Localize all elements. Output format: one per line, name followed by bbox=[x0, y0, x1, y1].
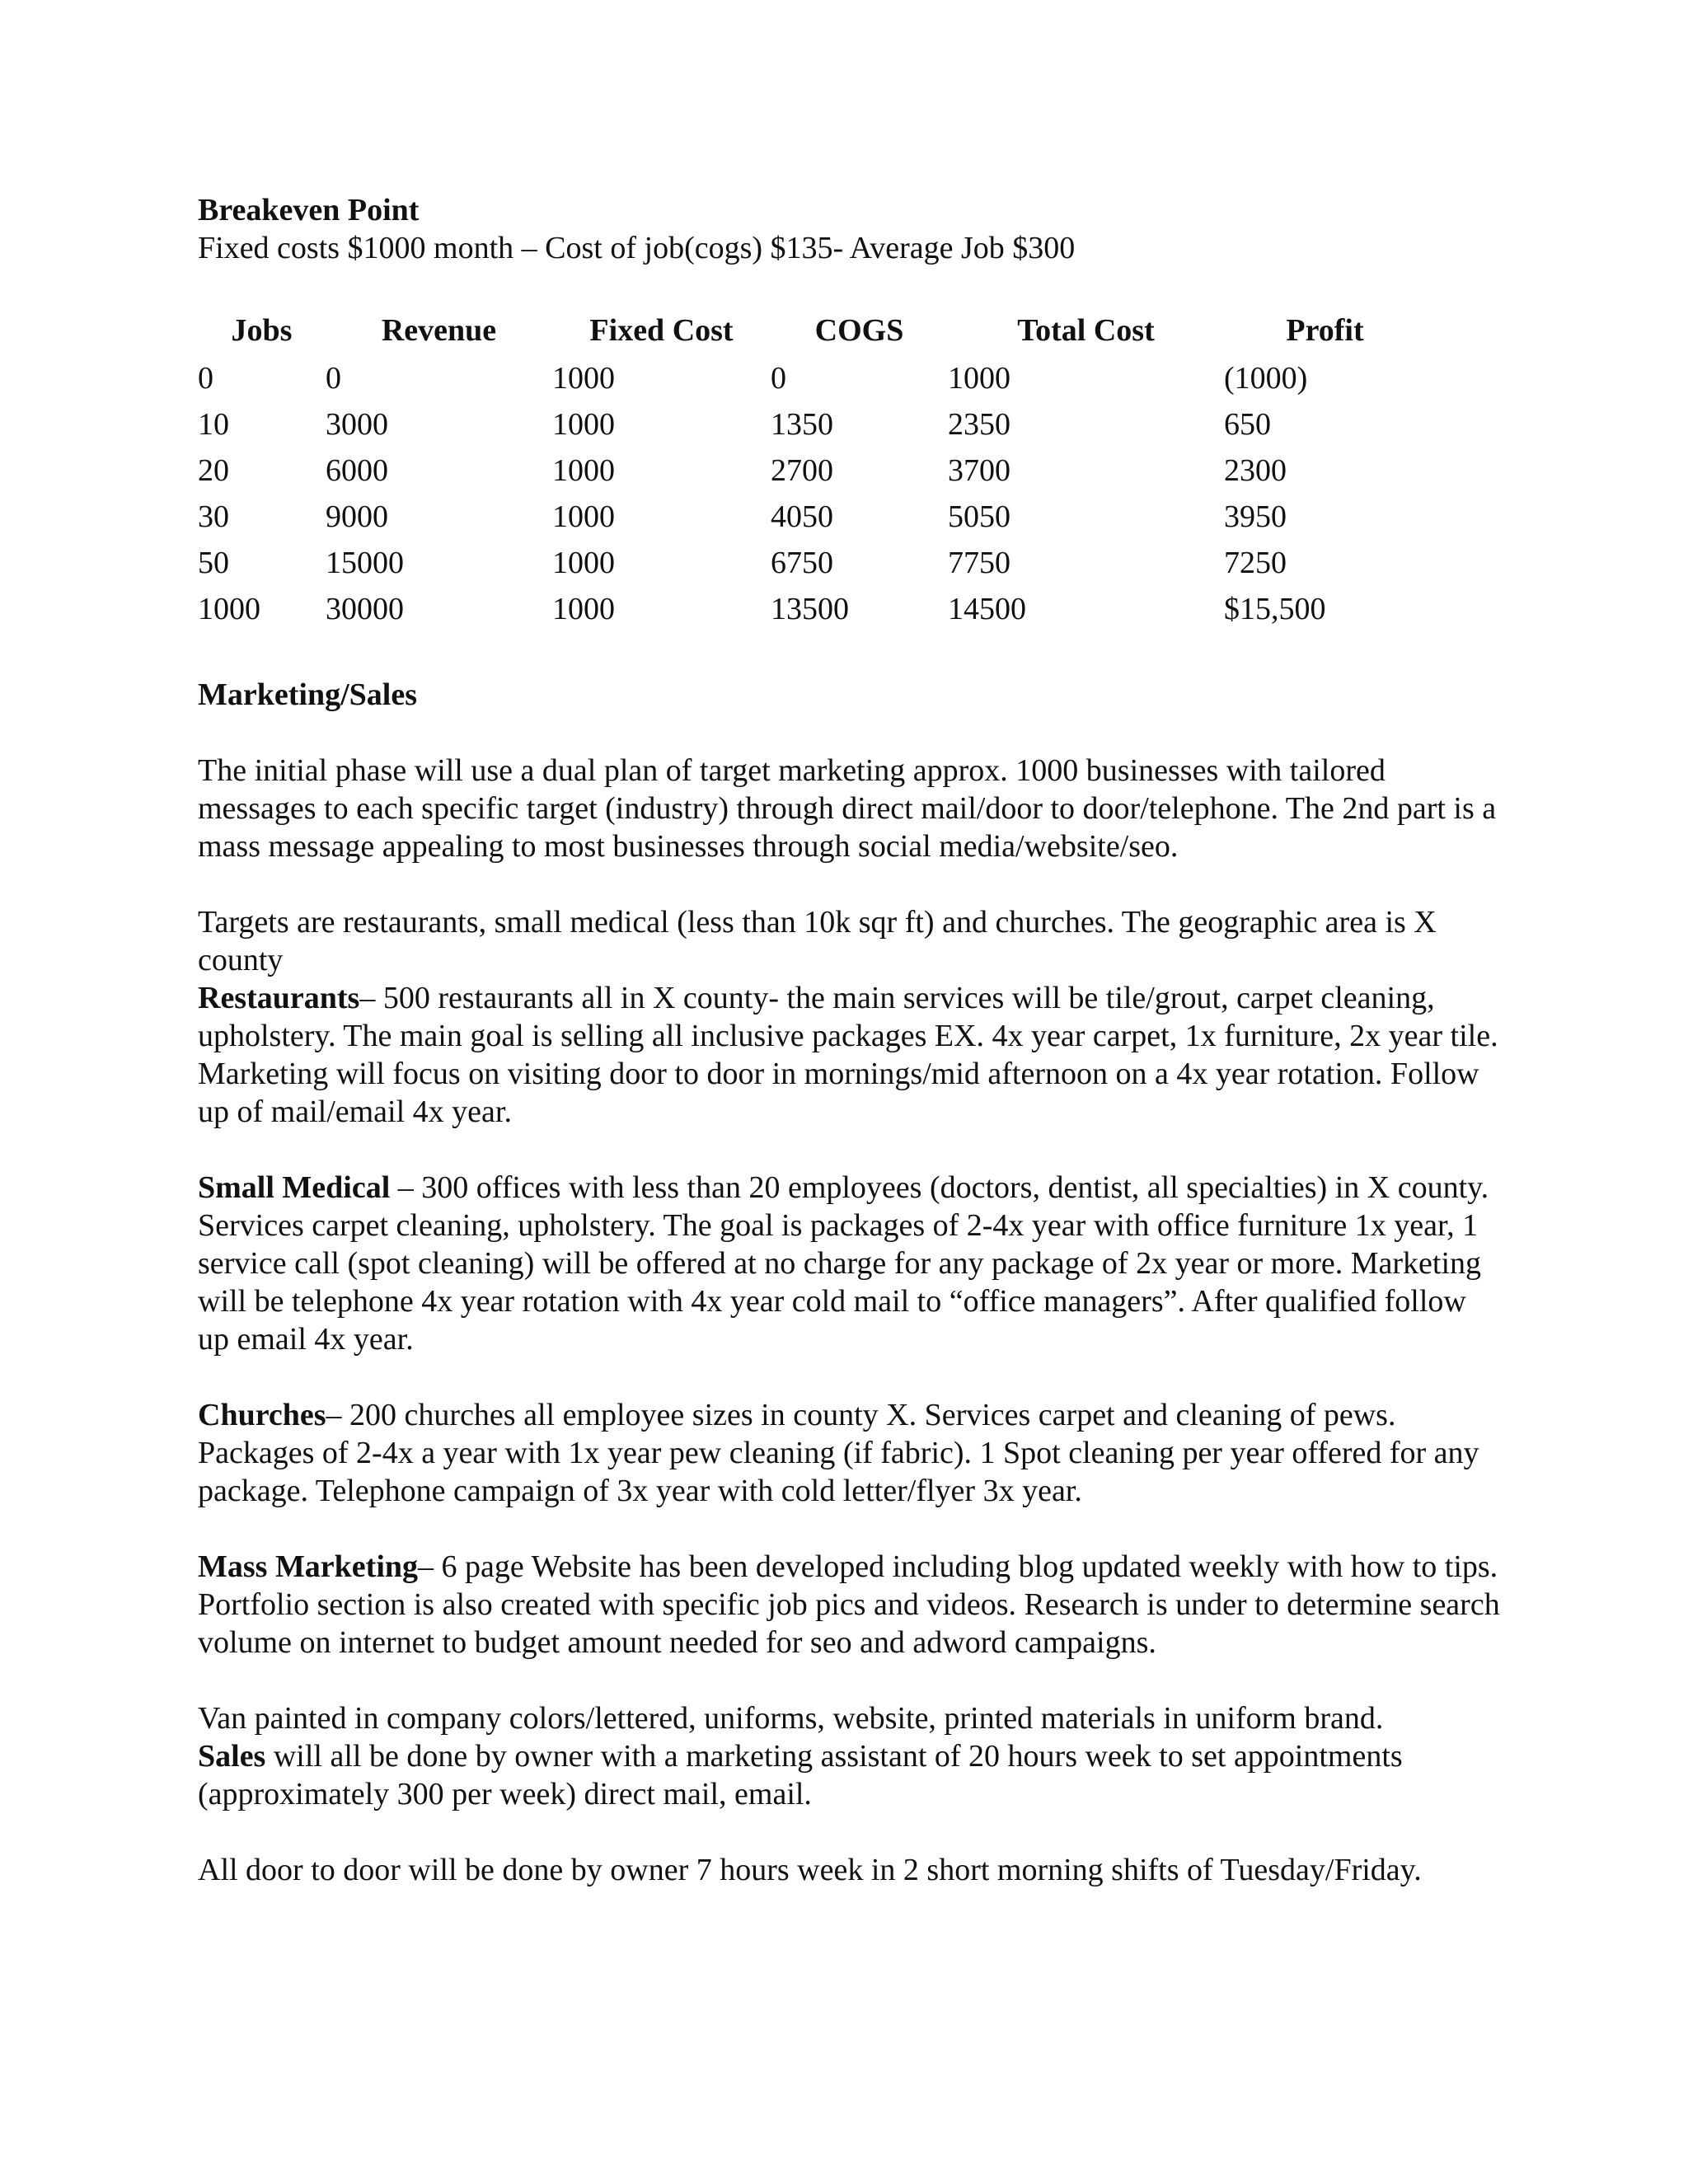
table-cell: 10 bbox=[198, 407, 229, 442]
table-cell: $15,500 bbox=[1224, 592, 1326, 626]
small-medical-text: – 300 offices with less than 20 employees (doctors, dentist, all specialties) in X county. Services carpet cleaning, upholstery. The goal is packages of 2-4x year with office furniture 1x year, 1 service call (spot cleaning) will be offered at no charge for any package of 2x year or more. Marketing will be telephone 4x year rotation with 4x year cold mail to “office managers”. After qualified follow up email 4x year. bbox=[198, 1170, 1489, 1357]
column-header-total-cost: Total Cost bbox=[1017, 313, 1155, 348]
table-cell: 7750 bbox=[948, 546, 1010, 580]
table-cell: 0 bbox=[198, 361, 213, 396]
table-cell: 2700 bbox=[771, 453, 833, 488]
table-cell: 20 bbox=[198, 453, 229, 488]
restaurants-text: – 500 restaurants all in X county- the main services will be tile/grout, carpet cleaning, upholstery. The main goal is selling all inclusive packages EX. 4x year carpet, 1x furniture, 2x year tile. Marketing will focus on visiting door to door in mornings/mid afternoon on a 4x year rotation. Follow up of mail/email 4x year. bbox=[198, 981, 1498, 1129]
table-cell: 1000 bbox=[198, 592, 260, 626]
churches-paragraph bbox=[198, 1396, 1500, 1510]
table-cell: 6000 bbox=[326, 453, 388, 488]
column-header-fixed-cost: Fixed Cost bbox=[589, 313, 734, 348]
restaurants-label: Restaurants bbox=[198, 981, 360, 1015]
table-cell: 1000 bbox=[552, 361, 615, 396]
column-header-profit: Profit bbox=[1286, 313, 1364, 348]
table-cell: 14500 bbox=[948, 592, 1026, 626]
table-row bbox=[198, 452, 1426, 498]
table-row bbox=[198, 498, 1426, 544]
marketing-heading: Marketing/Sales bbox=[198, 677, 417, 712]
table-row bbox=[198, 590, 1426, 636]
table-cell: 3950 bbox=[1224, 499, 1287, 534]
table-cell: 2350 bbox=[948, 407, 1010, 442]
column-header-revenue: Revenue bbox=[381, 313, 497, 348]
table-cell: 1000 bbox=[552, 407, 615, 442]
small-medical-paragraph bbox=[198, 1169, 1500, 1358]
branding-paragraph: Van painted in company colors/lettered, uniforms, website, printed materials in uniform brand. bbox=[198, 1701, 1384, 1736]
mass-marketing-text: – 6 page Website has been developed including blog updated weekly with how to tips. Portfolio section is also created with specific job pics and videos. Research is under to determine search volume on internet to budget amount needed for seo and adword campaigns. bbox=[198, 1549, 1500, 1660]
table-cell: 1000 bbox=[552, 499, 615, 534]
marketing-intro-paragraph: The initial phase will use a dual plan of target marketing approx. 1000 businesses with tailored messages to each specific target (industry) through direct mail/door to door/telephone. The 2nd part is a mass message appealing to most businesses through social media/website/seo. bbox=[198, 753, 1497, 864]
table-cell: 1350 bbox=[771, 407, 833, 442]
table-row bbox=[198, 544, 1426, 590]
table-cell: (1000) bbox=[1224, 361, 1308, 396]
table-cell: 1000 bbox=[552, 453, 615, 488]
table-cell: 5050 bbox=[948, 499, 1010, 534]
door-to-door-paragraph: All door to door will be done by owner 7 hours week in 2 short morning shifts of Tuesday/Friday. bbox=[198, 1853, 1422, 1887]
table-cell: 3700 bbox=[948, 453, 1010, 488]
sales-text: will all be done by owner with a marketing assistant of 20 hours week to set appointments (approximately 300 per week) direct mail, email. bbox=[198, 1739, 1403, 1811]
table-cell: 30 bbox=[198, 499, 229, 534]
column-header-jobs: Jobs bbox=[231, 313, 293, 348]
table-cell: 1000 bbox=[552, 546, 615, 580]
sales-paragraph bbox=[198, 1737, 1500, 1813]
mass-marketing-label: Mass Marketing bbox=[198, 1549, 419, 1584]
table-cell: 9000 bbox=[326, 499, 388, 534]
breakeven-heading: Breakeven Point bbox=[198, 193, 420, 227]
table-cell: 650 bbox=[1224, 407, 1271, 442]
table-cell: 30000 bbox=[326, 592, 404, 626]
restaurants-paragraph bbox=[198, 979, 1500, 1131]
mass-marketing-paragraph bbox=[198, 1548, 1500, 1661]
small-medical-label: Small Medical bbox=[198, 1170, 391, 1205]
table-cell: 4050 bbox=[771, 499, 833, 534]
targets-paragraph: Targets are restaurants, small medical (less than 10k sqr ft) and churches. The geographic area is X county bbox=[198, 905, 1437, 977]
document-page bbox=[198, 191, 1500, 1889]
column-header-cogs: COGS bbox=[814, 313, 904, 348]
table-cell: 1000 bbox=[948, 361, 1010, 396]
table-cell: 3000 bbox=[326, 407, 388, 442]
table-row bbox=[198, 405, 1426, 452]
sales-label: Sales bbox=[198, 1739, 266, 1774]
table-header-row bbox=[198, 312, 1426, 359]
table-cell: 1000 bbox=[552, 592, 615, 626]
churches-label: Churches bbox=[198, 1398, 326, 1432]
breakeven-table bbox=[198, 312, 1426, 636]
table-cell: 2300 bbox=[1224, 453, 1287, 488]
breakeven-assumptions: Fixed costs $1000 month – Cost of job(cogs) $135- Average Job $300 bbox=[198, 231, 1076, 265]
table-cell: 15000 bbox=[326, 546, 404, 580]
table-row bbox=[198, 359, 1426, 405]
table-cell: 13500 bbox=[771, 592, 849, 626]
table-cell: 0 bbox=[771, 361, 786, 396]
table-cell: 6750 bbox=[771, 546, 833, 580]
table-cell: 50 bbox=[198, 546, 229, 580]
table-cell: 0 bbox=[326, 361, 341, 396]
table-cell: 7250 bbox=[1224, 546, 1287, 580]
churches-text: – 200 churches all employee sizes in county X. Services carpet and cleaning of pews. Packages of 2-4x a year with 1x year pew cleaning (if fabric). 1 Spot cleaning per year offered for any package. Telephone campaign of 3x year with cold letter/flyer 3x year. bbox=[198, 1398, 1479, 1508]
